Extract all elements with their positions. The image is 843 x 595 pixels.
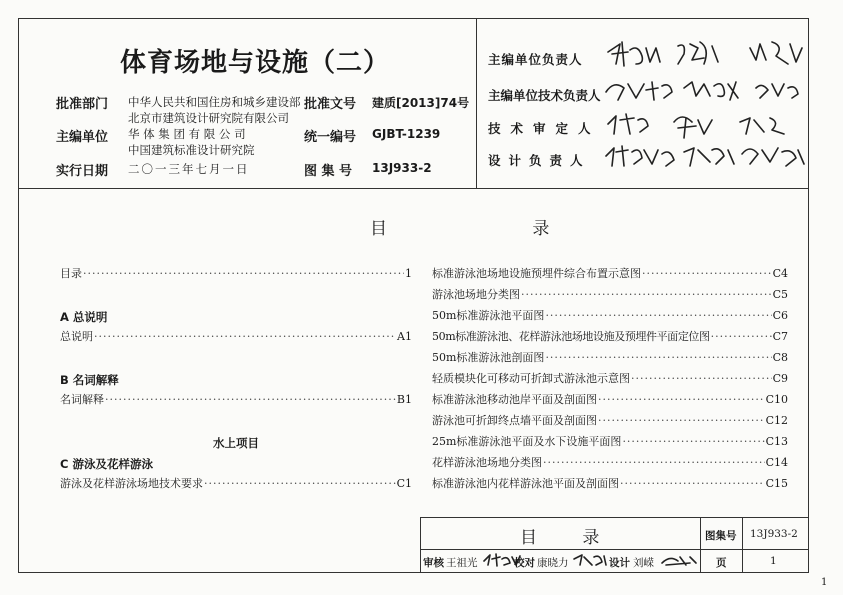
check-label: 校对 xyxy=(514,557,535,569)
dot-leader xyxy=(598,414,765,427)
toc-gap xyxy=(60,412,412,433)
toc-entry-page: C4 xyxy=(772,267,788,280)
check-signature xyxy=(572,551,608,569)
check-name: 康晓力 xyxy=(537,557,569,569)
atlas-title: 体育场地与设施（二） xyxy=(120,48,391,78)
role-design-head: 设计负责人 xyxy=(488,153,591,168)
toc-group-heading: 水上项目 xyxy=(213,436,259,450)
toc-left-column xyxy=(60,265,412,496)
dot-leader xyxy=(622,435,764,448)
toc-gap xyxy=(60,349,412,370)
approval-dept-value: 中华人民共和国住房和城乡建设部 xyxy=(128,95,301,109)
toc-entry-page: B1 xyxy=(396,393,412,406)
dot-leader xyxy=(711,330,772,343)
toc-right-column xyxy=(432,265,788,496)
toc-entry-page: C13 xyxy=(765,435,788,448)
dot-leader xyxy=(83,267,404,280)
toc-entry[interactable] xyxy=(60,391,412,412)
toc-entry-title: 轻质模块化可移动可折卸式游泳池示意图 xyxy=(432,372,630,385)
effective-date-value: 二〇一三年七月一日 xyxy=(128,162,250,176)
toc-entry-page: C15 xyxy=(765,477,788,490)
dot-leader xyxy=(545,309,771,322)
design-label: 设计 xyxy=(609,557,630,569)
toc-entry-page: C9 xyxy=(772,372,788,385)
chief-unit-label: 主编单位 xyxy=(56,130,109,145)
unified-no-value: GJBT-1239 xyxy=(372,127,441,141)
dot-leader xyxy=(545,351,771,364)
toc-entry[interactable] xyxy=(60,328,412,349)
header-split xyxy=(476,18,477,188)
toc-entry[interactable] xyxy=(60,475,412,496)
toc-entry-title: 游泳池可折卸终点墙平面及剖面图 xyxy=(432,414,597,427)
toc-entry-page: C10 xyxy=(765,393,788,406)
atlas-no-small: 13J933-2 xyxy=(750,528,798,540)
toc-entry[interactable] xyxy=(60,265,412,286)
toc-entry[interactable] xyxy=(432,265,788,286)
toc-entry-title: 花样游泳池场地分类图 xyxy=(432,456,542,469)
toc-entry-page: C1 xyxy=(396,477,412,490)
toc-entry[interactable] xyxy=(432,349,788,370)
toc-entry-page: 1 xyxy=(405,267,412,280)
page-no: 1 xyxy=(770,555,777,567)
responsibility-signatures xyxy=(600,34,810,184)
review-label: 审核 xyxy=(423,557,444,569)
dot-leader xyxy=(642,267,772,280)
toc-entry-title: 标准游泳池移动池岸平面及剖面图 xyxy=(432,393,597,406)
atlas-no-label: 图 集 号 xyxy=(304,164,353,179)
unified-no-label: 统一编号 xyxy=(304,130,357,145)
chief-unit-value-1: 北京市建筑设计研究院有限公司 xyxy=(128,111,289,125)
header-divider xyxy=(18,188,809,189)
approval-no-label: 批准文号 xyxy=(304,97,357,112)
toc-entry[interactable] xyxy=(432,454,788,475)
toc-heading: 目 录 xyxy=(370,219,620,239)
chief-unit-value-3: 中国建筑标准设计研究院 xyxy=(128,143,255,157)
role-chief-unit-head: 主编单位负责人 xyxy=(488,52,583,67)
dot-leader xyxy=(94,330,396,343)
dot-leader xyxy=(598,393,765,406)
toc-entry-title: 游泳及花样游泳场地技术要求 xyxy=(60,477,203,490)
atlas-no-label-small: 图集号 xyxy=(705,530,737,542)
toc-entry[interactable] xyxy=(432,391,788,412)
toc-entry-title: 标准游泳池内花样游泳池平面及剖面图 xyxy=(432,477,619,490)
toc-entry[interactable] xyxy=(432,370,788,391)
toc-entry-page: A1 xyxy=(397,330,412,343)
effective-date-label: 实行日期 xyxy=(56,164,109,179)
toc-entry-page: C6 xyxy=(772,309,788,322)
toc-entry-page: C7 xyxy=(772,330,788,343)
toc-entry-page: C12 xyxy=(765,414,788,427)
toc-entry-title: 游泳池场地分类图 xyxy=(432,288,520,301)
toc-entry[interactable] xyxy=(432,307,788,328)
toc-entry-title: 25m标准游泳池平面及水下设施平面图 xyxy=(432,435,622,448)
role-chief-unit-tech-head: 主编单位技术负责人 xyxy=(488,88,601,103)
toc-entry-title: 标准游泳池场地设施预埋件综合布置示意图 xyxy=(432,267,641,280)
toc-entry-page: C8 xyxy=(772,351,788,364)
dot-leader xyxy=(631,372,772,385)
role-tech-reviewer: 技术审定人 xyxy=(488,121,601,136)
toc-entry-title: 名词解释 xyxy=(60,393,104,406)
dot-leader xyxy=(543,456,765,469)
corner-page-number: 1 xyxy=(821,577,828,588)
approval-dept-label: 批准部门 xyxy=(56,97,109,112)
toc-entry-title: 50m标准游泳池平面图 xyxy=(432,309,545,322)
review-name: 王祖光 xyxy=(446,557,478,569)
chief-unit-value-2: 华 体 集 团 有 限 公 司 xyxy=(128,127,246,141)
toc-entry-title: 50m标准游泳池、花样游泳池场地设施及预埋件平面定位图 xyxy=(432,330,710,343)
title-block-split-1 xyxy=(700,517,701,573)
dot-leader xyxy=(105,393,396,406)
dot-leader xyxy=(204,477,396,490)
toc-entry[interactable] xyxy=(432,286,788,307)
sheet-title: 目 录 xyxy=(520,528,620,548)
toc-entry[interactable] xyxy=(432,475,788,496)
title-block-split-2 xyxy=(742,517,743,573)
dot-leader xyxy=(620,477,765,490)
page-label: 页 xyxy=(716,557,727,569)
design-name: 刘嵘 xyxy=(633,557,654,569)
dot-leader xyxy=(521,288,772,301)
toc-gap xyxy=(60,286,412,307)
toc-section-b: B 名词解释 xyxy=(60,373,119,387)
design-signature xyxy=(660,551,698,569)
toc-entry-title: 50m标准游泳池剖面图 xyxy=(432,351,545,364)
toc-entry[interactable] xyxy=(432,328,788,349)
toc-entry[interactable] xyxy=(432,412,788,433)
toc-entry-title: 目录 xyxy=(60,267,82,280)
toc-section-c: C 游泳及花样游泳 xyxy=(60,457,153,471)
toc-section-a: A 总说明 xyxy=(60,310,108,324)
toc-entry-title: 总说明 xyxy=(60,330,93,343)
approval-no-value: 建质[2013]74号 xyxy=(372,96,470,110)
atlas-no-value: 13J933-2 xyxy=(372,161,432,175)
title-block-divider xyxy=(420,549,809,550)
toc-entry[interactable] xyxy=(432,433,788,454)
toc-entry-page: C14 xyxy=(765,456,788,469)
toc-entry-page: C5 xyxy=(772,288,788,301)
